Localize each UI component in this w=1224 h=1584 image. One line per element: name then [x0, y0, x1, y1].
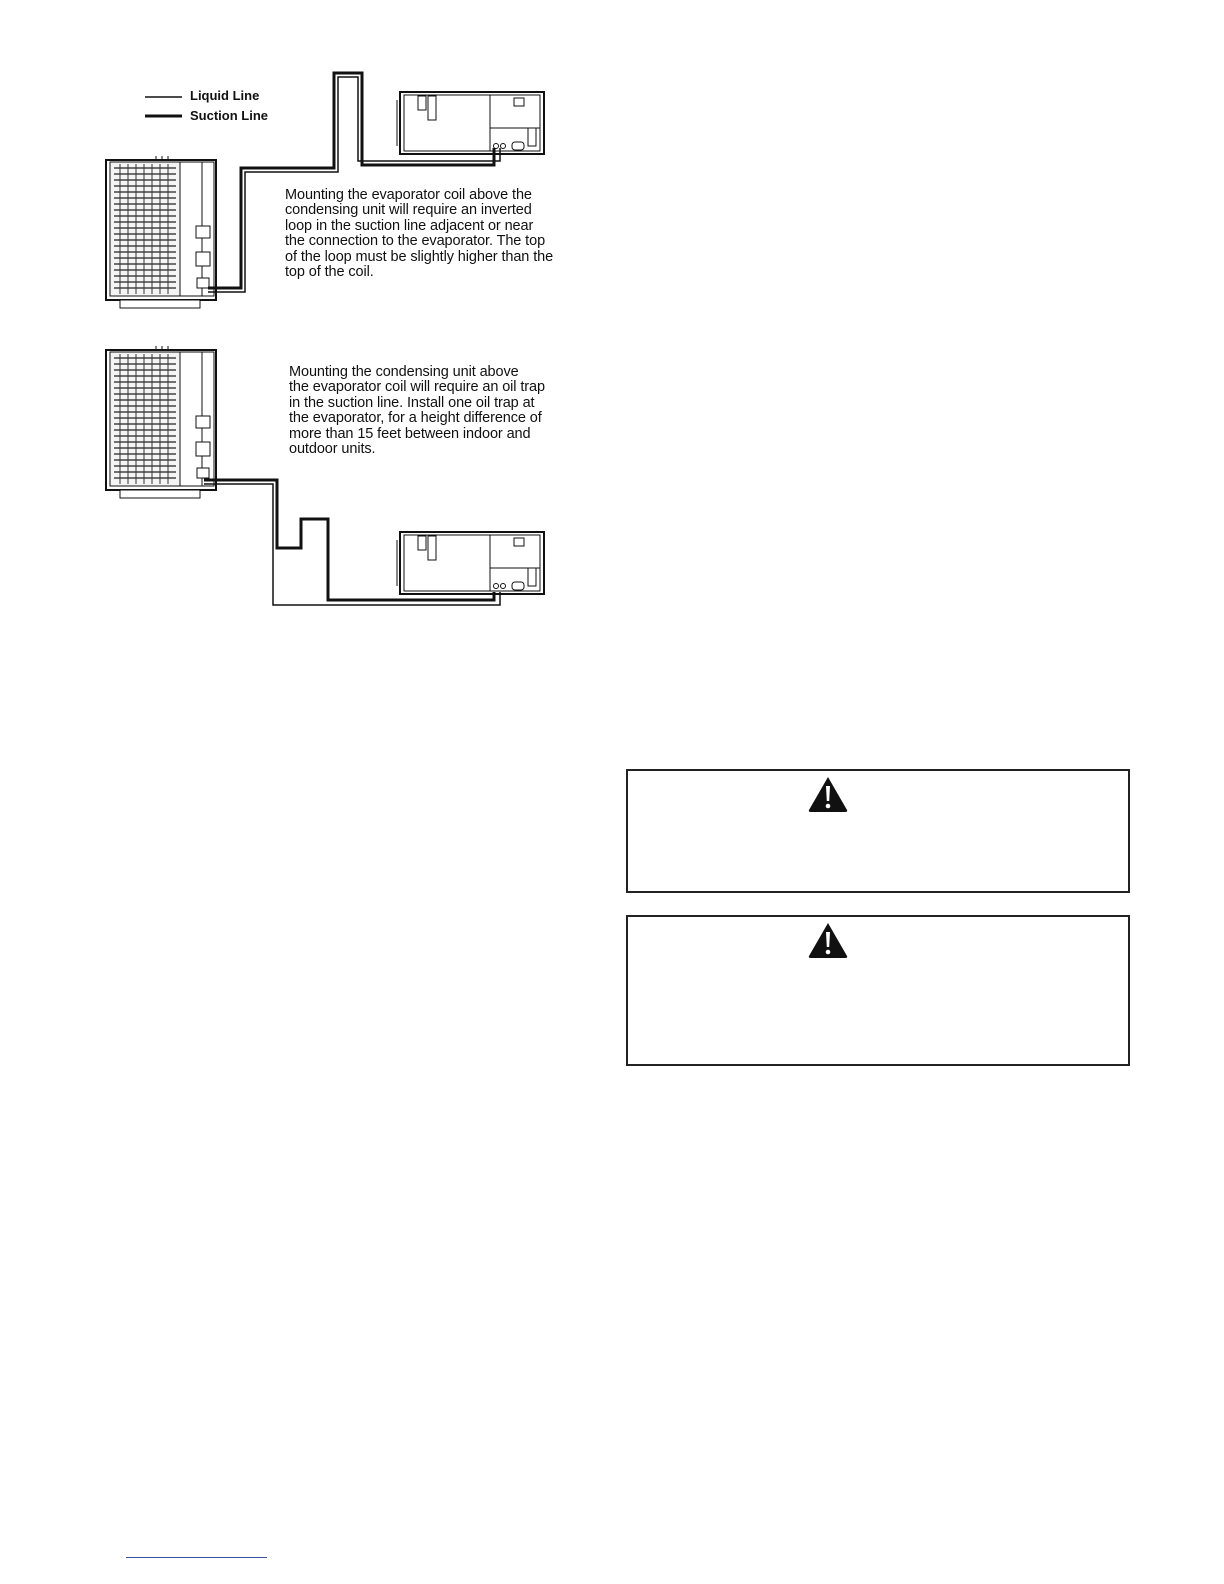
legend	[145, 97, 182, 116]
bottom-diagram-evaporator	[397, 532, 544, 594]
warning-triangle-icon	[807, 775, 849, 813]
warning-box-2	[626, 915, 1130, 1066]
top-diagram-description: Mounting the evaporator coil above the condensing unit will require an inverted loop in the suction line adjacent or near the connection to the evaporator. The top of the loop must be slightly higher than the top of the coil.	[285, 187, 554, 281]
warning-triangle-icon	[807, 921, 849, 959]
footnote-rule	[126, 1557, 267, 1558]
top-diagram-evaporator	[397, 92, 544, 154]
legend-liquid-line-label: Liquid Line	[190, 88, 260, 103]
bottom-diagram-condensing-unit	[106, 346, 216, 498]
bottom-diagram-description: Mounting the condensing unit above the evaporator coil will require an oil trap in the suction line. Install one oil trap at the evaporator, for a height difference of more than 15 feet between indoor and outdoor units.	[289, 364, 545, 458]
warning-box-1	[626, 769, 1130, 893]
piping-diagram	[0, 0, 1224, 640]
top-diagram-condensing-unit	[106, 156, 216, 308]
legend-suction-line-label: Suction Line	[190, 108, 268, 123]
